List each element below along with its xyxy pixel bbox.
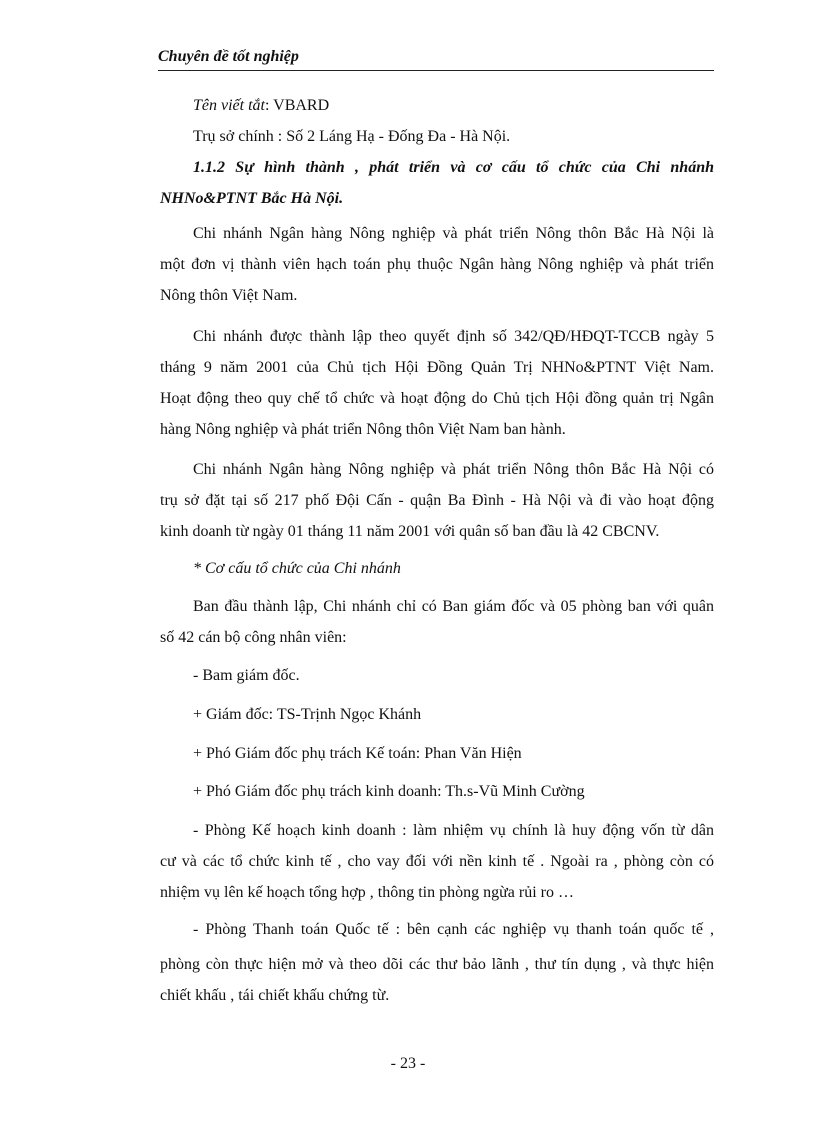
paragraph-line: phòng còn thực hiện mở và theo dõi các thư bảo lãnh , thư tín dụng , và thực hiện bbox=[160, 956, 714, 973]
list-item-director: + Giám đốc: TS-Trịnh Ngọc Khánh bbox=[193, 706, 422, 723]
paragraph-line: tháng 9 năm 2001 của Chủ tịch Hội Đồng Quản Trị NHNo&PTNT Việt Nam. bbox=[160, 359, 714, 376]
header-divider bbox=[158, 70, 714, 71]
list-item-vice-business: + Phó Giám đốc phụ trách kinh doanh: Th.s-Vũ Minh Cường bbox=[193, 783, 585, 800]
headquarters-line: Trụ sở chính : Số 2 Láng Hạ - Đống Đa - Hà Nội. bbox=[193, 128, 511, 145]
paragraph-line: số 42 cán bộ công nhân viên: bbox=[160, 629, 347, 646]
paragraph-line: trụ sở đặt tại số 217 phố Đội Cấn - quận Ba Đình - Hà Nội và đi vào hoạt động bbox=[160, 492, 714, 509]
paragraph-line: hàng Nông nghiệp và phát triển Nông thôn Việt Nam ban hành. bbox=[160, 421, 566, 438]
abbreviation-line bbox=[193, 96, 714, 116]
list-item-board: - Bam giám đốc. bbox=[193, 667, 300, 684]
paragraph-line: - Phòng Kế hoạch kinh doanh : làm nhiệm vụ chính là huy động vốn từ dân bbox=[193, 822, 714, 839]
paragraph-line: - Phòng Thanh toán Quốc tế : bên cạnh các nghiệp vụ thanh toán quốc tế , bbox=[193, 921, 714, 938]
paragraph-line: chiết khấu , tái chiết khấu chứng từ. bbox=[160, 987, 390, 1004]
paragraph-line: Hoạt động theo quy chế tổ chức và hoạt động do Chủ tịch Hội đồng quản trị Ngân bbox=[160, 390, 714, 407]
paragraph-line: Chi nhánh được thành lập theo quyết định số 342/QĐ/HĐQT-TCCB ngày 5 bbox=[193, 328, 714, 345]
paragraph-line: Ban đầu thành lập, Chi nhánh chỉ có Ban giám đốc và 05 phòng ban với quân bbox=[193, 598, 714, 615]
section-heading-line-1: 1.1.2 Sự hình thành , phát triển và cơ cấu tổ chức của Chi nhánh bbox=[193, 159, 714, 176]
paragraph-line: Chi nhánh Ngân hàng Nông nghiệp và phát triển Nông thôn Bắc Hà Nội có bbox=[193, 461, 714, 478]
paragraph-line: cư và các tổ chức kinh tế , cho vay đối với nền kinh tế . Ngoài ra , phòng còn có bbox=[160, 853, 714, 870]
paragraph-line: Chi nhánh Ngân hàng Nông nghiệp và phát triển Nông thôn Bắc Hà Nội là bbox=[193, 225, 714, 242]
paragraph-line: một đơn vị thành viên hạch toán phụ thuộc Ngân hàng Nông nghiệp và phát triển bbox=[160, 256, 714, 273]
paragraph-line: Nông thôn Việt Nam. bbox=[160, 287, 298, 304]
page-number: - 23 - bbox=[390, 1055, 426, 1072]
abbreviation-value: : VBARD bbox=[264, 97, 330, 114]
section-heading-line-2: NHNo&PTNT Bắc Hà Nội. bbox=[160, 190, 344, 207]
paragraph-line: nhiệm vụ lên kế hoạch tổng hợp , thông tin phòng ngừa rủi ro … bbox=[160, 884, 574, 901]
header-title: Chuyên đề tốt nghiệp bbox=[158, 48, 299, 65]
abbreviation-label: Tên viết tắt bbox=[193, 97, 265, 114]
list-item-vice-accounting: + Phó Giám đốc phụ trách Kế toán: Phan Văn Hiện bbox=[193, 745, 522, 762]
paragraph-line: kinh doanh từ ngày 01 tháng 11 năm 2001 với quân số ban đầu là 42 CBCNV. bbox=[160, 523, 660, 540]
structure-subheading: * Cơ cấu tổ chức của Chi nhánh bbox=[193, 560, 401, 577]
